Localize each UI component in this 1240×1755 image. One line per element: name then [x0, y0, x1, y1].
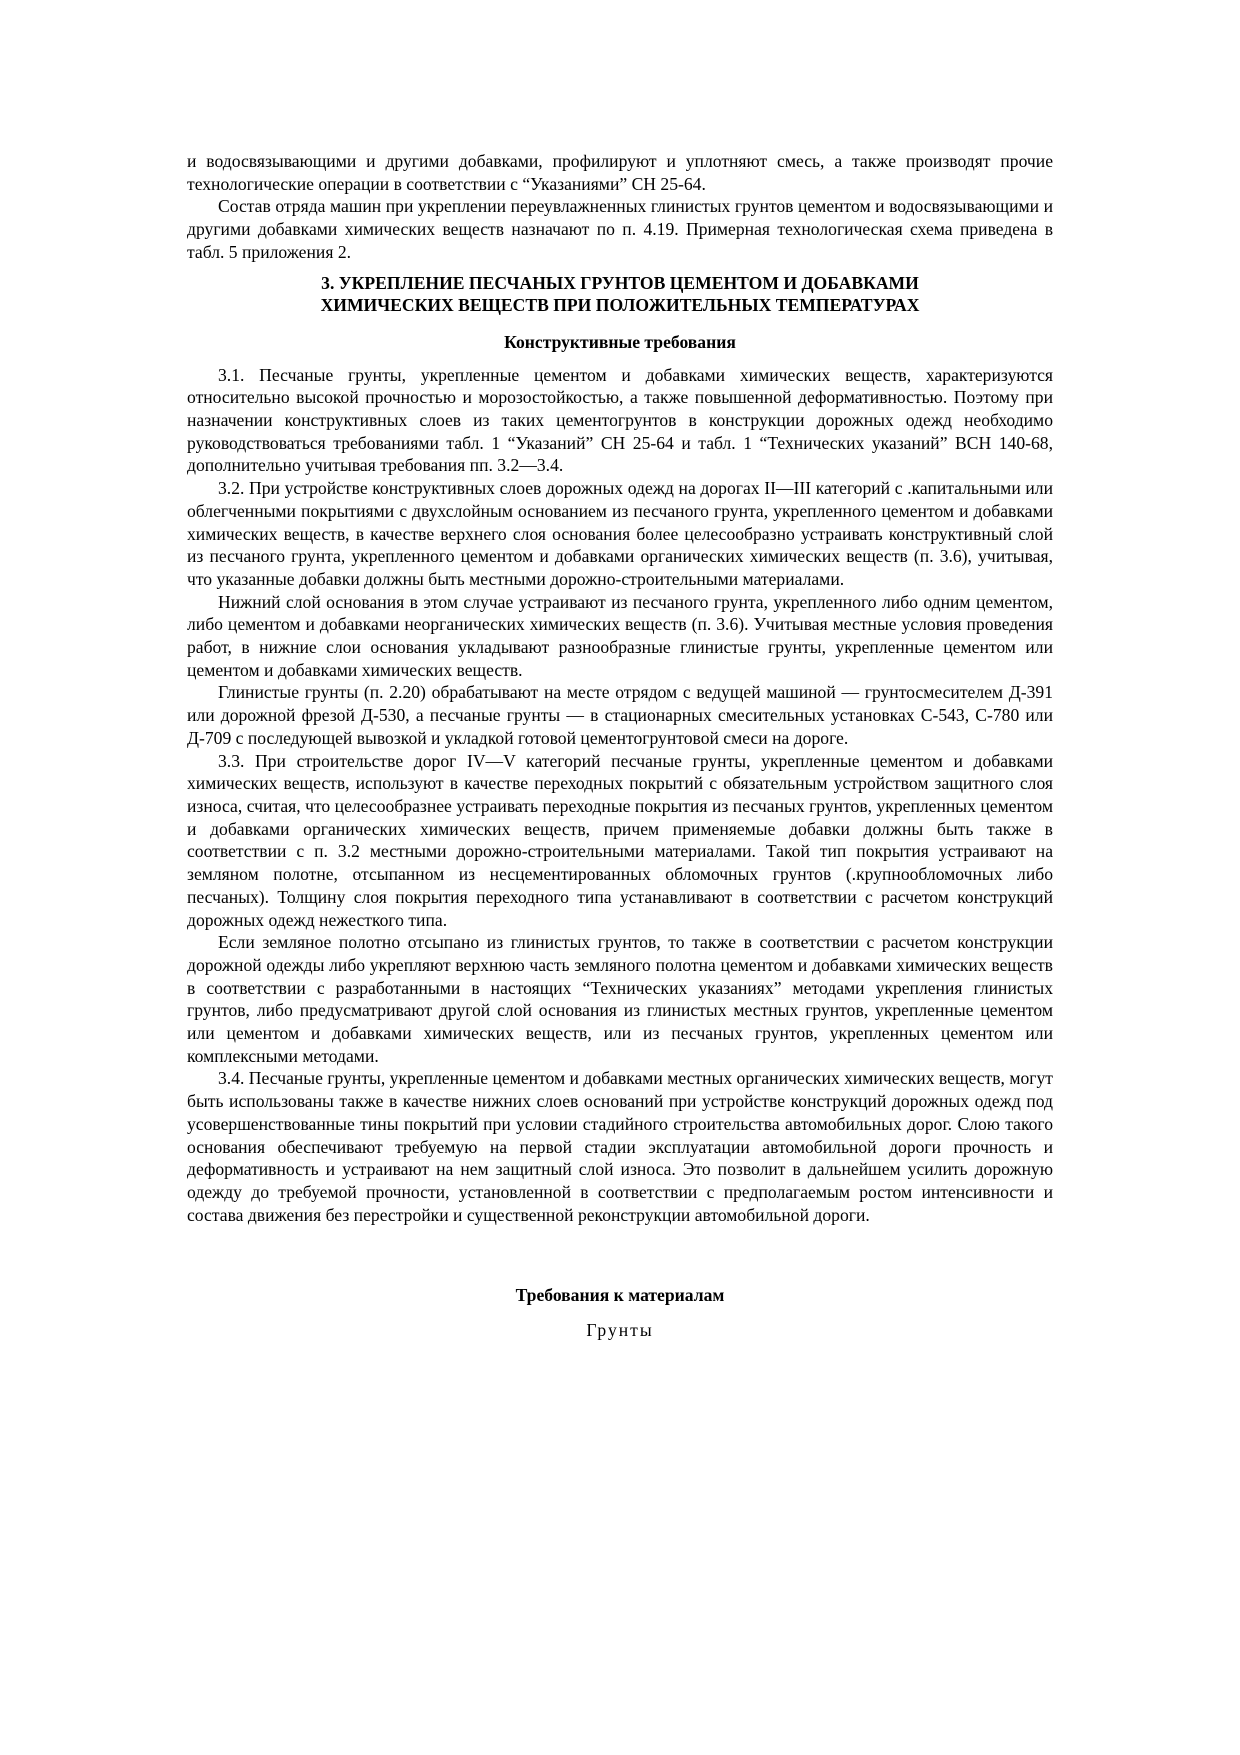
section-title-line-1: 3. УКРЕПЛЕНИЕ ПЕСЧАНЫХ ГРУНТОВ ЦЕМЕНТОМ И ДОБАВКАМИ	[321, 272, 919, 293]
paragraph-machine-squad: Состав отряда машин при укреплении переувлажненных глинистых грунтов цементом и водосвязывающими и другими добавками химических веществ назначают по п. 4.19. Примерная технологическая схема приведена в табл. 5 приложения 2.	[187, 196, 1053, 262]
paragraph-3-4: 3.4. Песчаные грунты, укрепленные цементом и добавками местных органических химических веществ, могут быть использованы также в качестве нижних слоев оснований при устройстве конструкций дорожных одежд под усовершенствованные тины покрытий при условии стадийного строительства автомобильных дорог. Слою такого основания обеспечивают требуемую на первой стадии эксплуатации автомобильной дороги прочность и деформативность и устраивают на нем защитный слой износа. Это позволит в дальнейшем усилить дорожную одежду до требуемой прочности, установленной в соответствии с предполагаемым ростом интенсивности и состава движения без перестройки и существенной реконструкции автомобильной дороги.	[187, 1068, 1053, 1225]
paragraph-3-1: 3.1. Песчаные грунты, укрепленные цементом и добавками химических веществ, характеризуются относительно высокой прочностью и морозостойкостью, а также повышенной деформативностью. Поэтому при назначении конструктивных слоев из таких цементогрунтов в конструкции дорожных одежд необходимо руководствоваться требованиями табл. 1 “Указаний” СН 25-64 и табл. 1 “Технических указаний” ВСН 140-68, дополнительно учитывая требования пп. 3.2—3.4.	[187, 364, 1053, 476]
paragraph-earth-bed: Если земляное полотно отсыпано из глинистых грунтов, то также в соответствии с расчетом конструкции дорожной одежды либо укрепляют верхнюю часть земляного полотна цементом и добавками химических веществ в соответствии с разработанными в настоящих “Технических указаниях” методами укрепления глинистых грунтов, либо предусматривают другой слой основания из глинистых местных грунтов, укрепленные цементом или цементом и добавками химических веществ, или из песчаных грунтов, укрепленных цементом или комплексными методами.	[187, 932, 1053, 1066]
paragraph-clay-soils: Глинистые грунты (п. 2.20) обрабатывают на месте отрядом с ведущей машиной — грунтосмесителем Д-391 или дорожной фрезой Д-530, а песчаные грунты — в стационарных смесительных установках С-543, С-780 или Д-709 с последующей вывозкой и укладкой готовой цементогрунтовой смеси на дороге.	[187, 682, 1053, 748]
paragraph-lower-layer: Нижний слой основания в этом случае устраивают из песчаного грунта, укрепленного либо одним цементом, либо цементом и добавками неорганических химических веществ (п. 3.6). Учитывая местные условия проведения работ, в нижние слои основания укладывают разнообразные глинистые грунты, укрепленные цементом или цементом и добавками химических веществ.	[187, 591, 1053, 680]
subheading-constructive-requirements: Конструктивные требования	[504, 331, 736, 352]
heading-materials-requirements: Требования к материалам	[515, 1285, 725, 1306]
paragraph-continuation: и водосвязывающими и другими добавками, профилируют и уплотняют смесь, а также производят прочие технологические операции в соответствии с “Указаниями” СН 25-64.	[187, 151, 1053, 194]
paragraph-3-2: 3.2. При устройстве конструктивных слоев дорожных одежд на дорогах II—III категорий с .капитальными или облегченными покрытиями с двухслойным основанием из песчаного грунта, укрепленного цементом и добавками химических веществ, в качестве верхнего слоя основания более целесообразно устраивать конструктивный слой из песчаного грунта, укрепленного цементом и добавками органических химических веществ (п. 3.6), учитывая, что указанные добавки должны быть местными дорожно-строительными материалами.	[187, 478, 1053, 589]
paragraph-3-3: 3.3. При строительстве дорог IV—V категорий песчаные грунты, укрепленные цементом и добавками химических веществ, используют в качестве переходных покрытий с обязательным устройством защитного слоя износа, считая, что целесообразнее устраивать переходные покрытия из песчаных грунтов, укрепленных цементом и добавками органических химических веществ, причем применяемые добавки должны быть также в соответствии с п. 3.2 местными дорожно-строительными материалами. Такой тип покрытия устраивают на земляном полотне, отсыпанном из несцементированных обломочных грунтов (.крупнообломочных либо песчаных). Толщину слоя покрытия переходного типа устанавливают в соответствии с расчетом конструкций дорожных одежд нежесткого типа.	[187, 750, 1053, 930]
section-title	[187, 272, 1053, 317]
section-title-line-2: ХИМИЧЕСКИХ ВЕЩЕСТВ ПРИ ПОЛОЖИТЕЛЬНЫХ ТЕМПЕРАТУРАХ	[320, 295, 920, 316]
heading-soils: Грунты	[586, 1320, 654, 1341]
document-page	[187, 150, 1053, 1342]
